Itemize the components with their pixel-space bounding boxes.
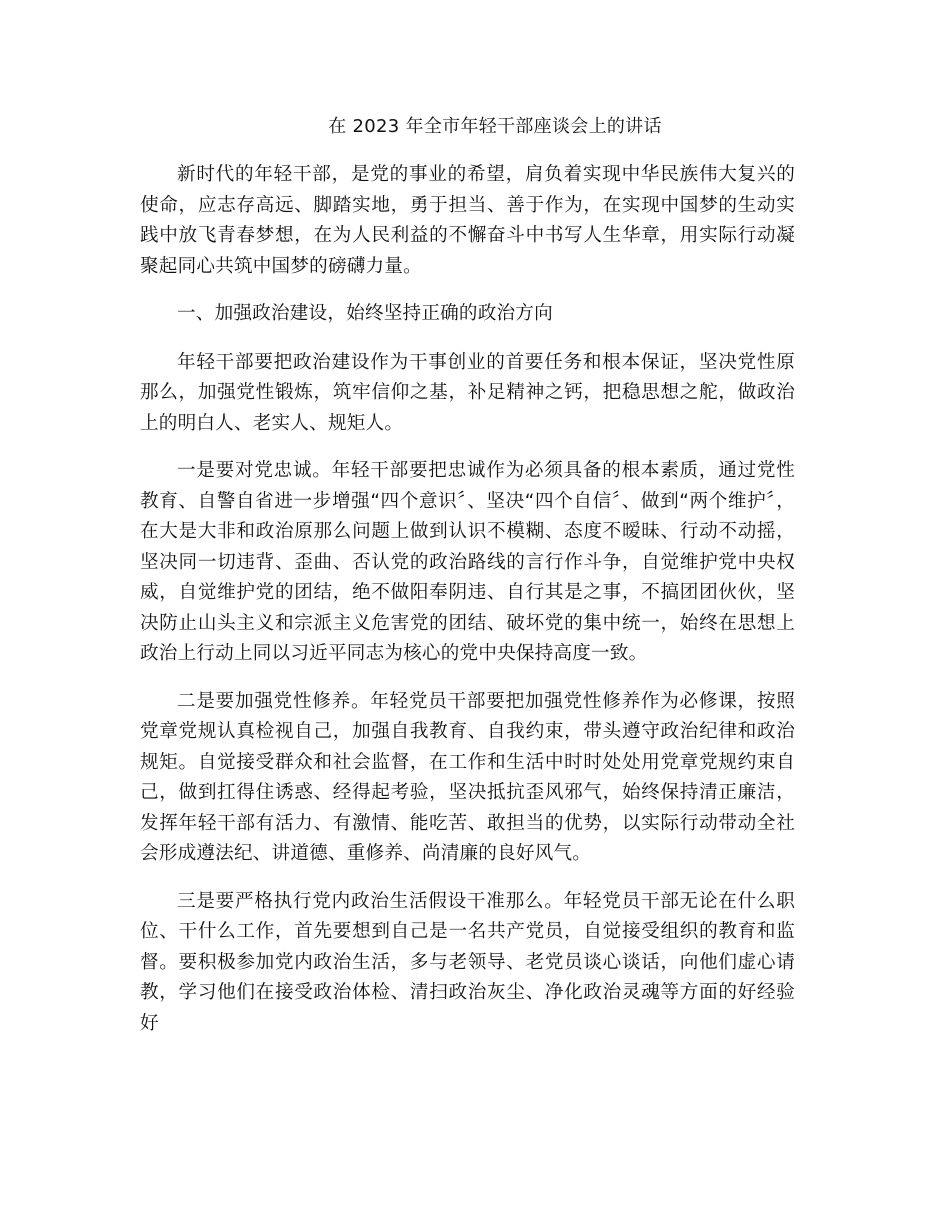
paragraph-point-2: 二是要加强党性修养。年轻党员干部要把加强党性修养作为必修课，按照党章党规认真检视自己，加强自我教育、自我约束，带头遵守政治纪律和政治规矩。自觉接受群众和社会监督，在工作和生活中时时处处用党章党规约束自己，做到扛得住诱惑、经得起考验，坚决抵抗歪风邪气，始终保持清正廉洁，发挥年轻干部有活力、有激情、能吃苦、敢担当的优势，以实际行动带动全社会形成遵法纪、讲道德、重修养、尚清廉的良好风气。	[140, 690, 795, 864]
paragraph-point-1: 一是要对党忠诚。年轻干部要把忠诚作为必须具备的根本素质，通过党性教育、自警自省进一步增强“四个意识〞、坚决“四个自信〞、做到“两个维护〞，在大是大非和政治原那么问题上做到认识不模糊、态度不暧昧、行动不动摇，坚决同一切违背、歪曲、否认党的政治路线的言行作斗争，自觉维护党中央权威，自觉维护党的团结，绝不做阳奉阴违、自行其是之事，不搞团团伙伙，坚决防止山头主义和宗派主义危害党的团结、破坏党的集中统一，始终在思想上政治上行动上同以习近平同志为核心的党中央保持高度一致。	[140, 460, 795, 664]
document-title: 在 2023 年全市年轻干部座谈会上的讲话	[328, 116, 662, 137]
paragraph-intro: 新时代的年轻干部，是党的事业的希望，肩负着实现中华民族伟大复兴的使命，应志存高远、脚踏实地，勇于担当、善于作为，在实现中国梦的生动实践中放飞青春梦想，在为人民利益的不懈奋斗中书写人生华章，用实际行动凝聚起同心共筑中国梦的磅礴力量。	[140, 164, 795, 277]
paragraph-section-1: 年轻干部要把政治建设作为干事创业的首要任务和根本保证，坚决党性原那么，加强党性锻炼，筑牢信仰之基，补足精神之钙，把稳思想之舵，做政治上的明白人、老实人、规矩人。	[140, 351, 795, 434]
paragraph-point-3: 三是要严格执行党内政治生活假设干准那么。年轻党员干部无论在什么职位、干什么工作，首先要想到自己是一名共产党员，自觉接受组织的教育和监督。要积极参加党内政治生活，多与老领导、老党员谈心谈话，向他们虚心请教，学习他们在接受政治体检、清扫政治灰尘、净化政治灵魂等方面的好经验好	[140, 890, 795, 1034]
document-body	[140, 160, 795, 1056]
section-heading-1: 一、加强政治建设，始终坚持正确的政治方向	[177, 303, 553, 324]
